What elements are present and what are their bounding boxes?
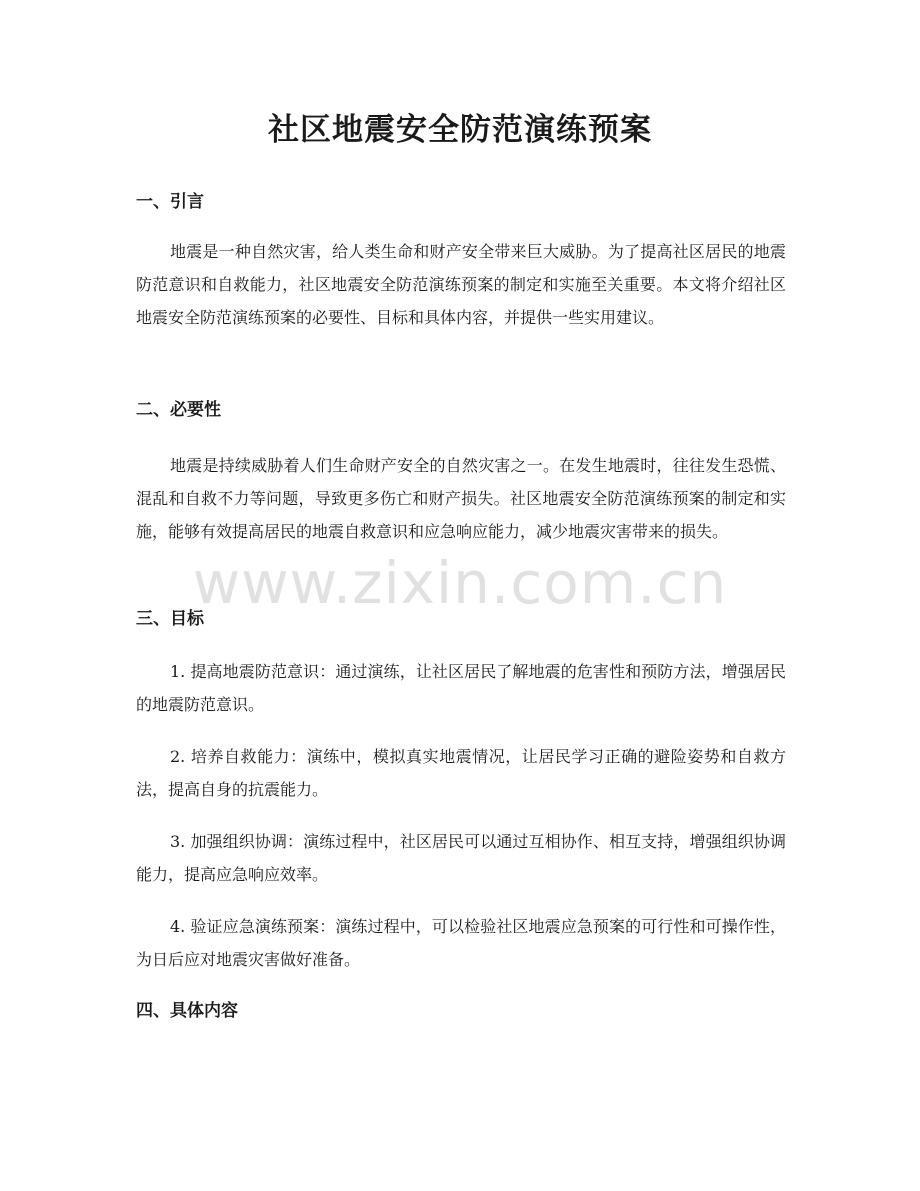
section-heading-necessity: 二、必要性: [136, 400, 221, 420]
goal-item-3: 3. 加强组织协调：演练过程中，社区居民可以通过互相协作、相互支持，增强组织协调能力，提高应急响应效率。: [136, 832, 786, 884]
section-heading-goals: 三、目标: [136, 609, 204, 629]
goal-item-1: 1. 提高地震防范意识：通过演练，让社区居民了解地震的危害性和预防方法，增强居民的地震防范意识。: [136, 662, 786, 714]
goal-item-4: 4. 验证应急演练预案：演练过程中，可以检验社区地震应急预案的可行性和可操作性，为日后应对地震灾害做好准备。: [136, 917, 786, 969]
watermark: www.zixin.com.cn: [192, 549, 728, 617]
document-title: 社区地震安全防范演练预案: [268, 112, 652, 148]
section-heading-introduction: 一、引言: [136, 192, 204, 212]
goal-item-2: 2. 培养自救能力：演练中，模拟真实地震情况，让居民学习正确的避险姿势和自救方法，提高自身的抗震能力。: [136, 747, 786, 799]
necessity-paragraph: 地震是持续威胁着人们生命财产安全的自然灾害之一。在发生地震时，往往发生恐慌、混乱和自救不力等问题，导致更多伤亡和财产损失。社区地震安全防范演练预案的制定和实施，能够有效提高居民的地震自救意识和应急响应能力，减少地震灾害带来的损失。: [136, 456, 786, 541]
section-heading-specific-content: 四、具体内容: [136, 1001, 238, 1021]
introduction-paragraph: 地震是一种自然灾害，给人类生命和财产安全带来巨大威胁。为了提高社区居民的地震防范意识和自救能力，社区地震安全防范演练预案的制定和实施至关重要。本文将介绍社区地震安全防范演练预案的必要性、目标和具体内容，并提供一些实用建议。: [136, 242, 786, 327]
